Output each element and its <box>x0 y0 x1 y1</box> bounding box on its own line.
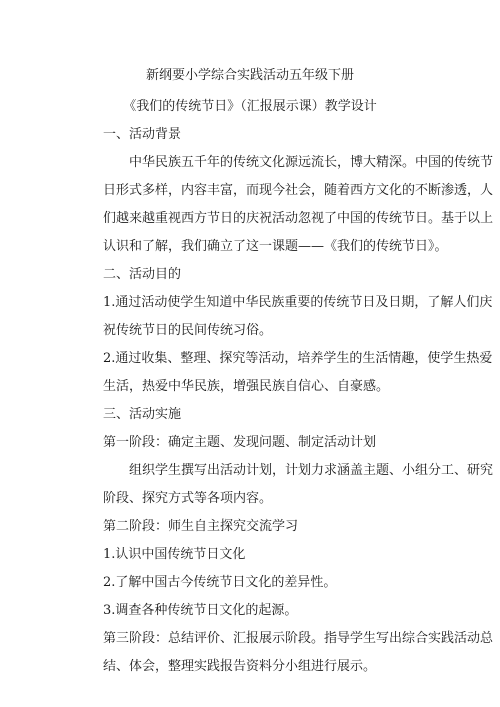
stage-1-heading: 第一阶段：确定主题、发现问题、制定活动计划 <box>103 435 377 450</box>
purpose-item-1-line: 祝传统节日的民间传统习俗。 <box>103 323 273 338</box>
purpose-item-2-line: 2.通过收集、整理、探究等活动，培养学生的生活情趣，使学生热爱 <box>103 351 493 366</box>
stage-1-line: 组织学生撰写出活动计划，计划力求涵盖主题、小组分工、研究 <box>129 463 494 478</box>
background-line: 认识和了解，我们确立了这一课题——《我们的传统节日》。 <box>103 239 448 254</box>
background-line: 中华民族五千年的传统文化源远流长，博大精深。中国的传统节 <box>129 155 494 170</box>
stage-3-line: 第三阶段：总结评价、汇报展示阶段。指导学生写出综合实践活动总 <box>103 631 494 646</box>
stage-2-item: 2.了解中国古今传统节日文化的差异性。 <box>103 575 337 590</box>
doc-title: 新纲要小学综合实践活动五年级下册 <box>145 68 354 83</box>
stage-2-item: 3.调查各种传统节日文化的起源。 <box>103 603 298 618</box>
doc-subtitle: 《我们的传统节日》（汇报展示课）教学设计 <box>123 99 377 114</box>
section-heading-background: 一、活动背景 <box>103 127 182 142</box>
section-heading-purpose: 二、活动目的 <box>103 267 182 282</box>
background-line: 日形式多样，内容丰富，而现今社会，随着西方文化的不断渗透，人 <box>103 183 494 198</box>
purpose-item-2-line: 生活，热爱中华民族，增强民族自信心、自豪感。 <box>103 379 390 394</box>
background-line: 们越来越重视西方节日的庆祝活动忽视了中国的传统节日。基于以上 <box>103 211 494 226</box>
stage-2-heading: 第二阶段：师生自主探究交流学习 <box>103 519 299 534</box>
section-heading-implementation: 三、活动实施 <box>103 407 182 422</box>
stage-2-item: 1.认识中国传统节日文化 <box>103 547 246 562</box>
stage-3-line: 结、体会，整理实践报告资料分小组进行展示。 <box>103 659 377 674</box>
stage-1-line: 阶段、探究方式等各项内容。 <box>103 491 273 506</box>
purpose-item-1-line: 1.通过活动使学生知道中华民族重要的传统节日及日期，了解人们庆 <box>103 295 493 310</box>
